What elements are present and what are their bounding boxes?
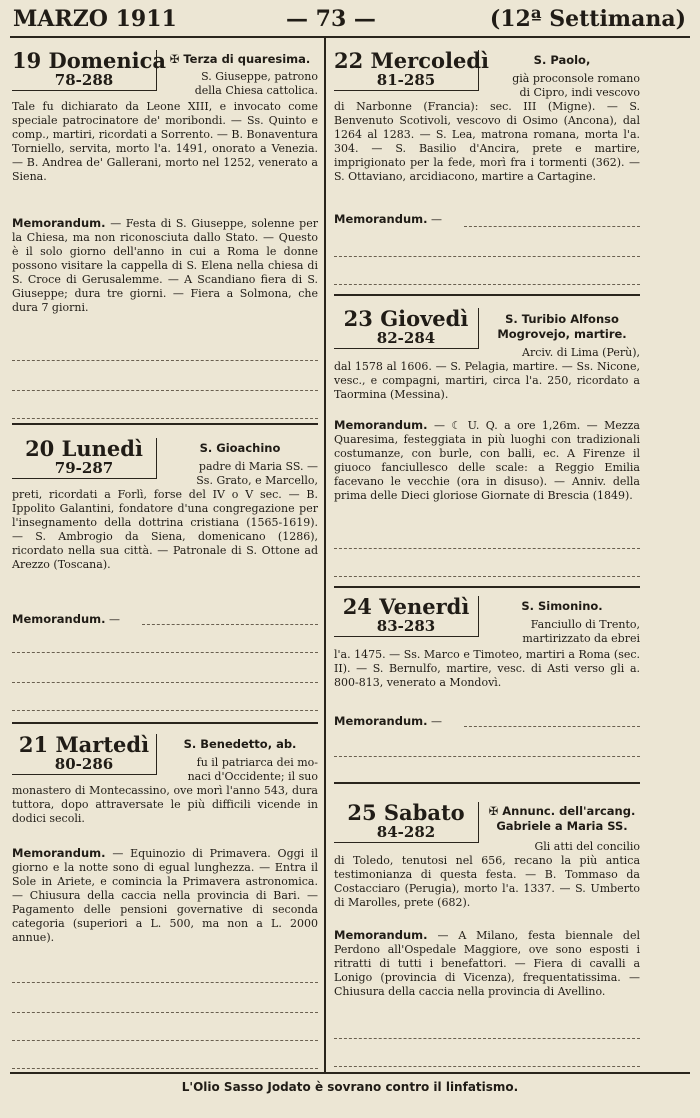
writing-line bbox=[12, 682, 318, 683]
week-label: (12ª Settimana) bbox=[489, 6, 686, 32]
intro-text bbox=[484, 840, 640, 854]
day-separator bbox=[12, 423, 318, 425]
day-numbers: 79-287 bbox=[54, 459, 114, 477]
memorandum-text: — bbox=[109, 613, 121, 626]
day-heading bbox=[12, 438, 157, 479]
writing-line bbox=[12, 1012, 318, 1013]
day-heading bbox=[334, 802, 479, 843]
writing-line bbox=[334, 284, 640, 285]
intro-text bbox=[484, 618, 640, 646]
day-name: 20 Lunedì bbox=[25, 436, 143, 461]
day-name: 23 Giovedì bbox=[343, 306, 469, 331]
saint-line: S. Gioachino bbox=[199, 441, 281, 455]
saint-heading bbox=[484, 53, 640, 68]
day-numbers: 83-283 bbox=[376, 617, 436, 635]
intro-text bbox=[162, 70, 318, 98]
intro-line: Fanciullo di Trento, bbox=[530, 618, 640, 631]
memorandum-text: — Festa di S. Giuseppe, solenne per la Chiesa, ma non riconosciuta dallo Stato. — Questo è il solo giorno dell'anno in cui a Roma le donne possono visitare la cappella di S. Elena nella chiesa di S. Croce di Gerusalemme. — A Scandiano fiera di S. Giuseppe; dura tre giorni. — Fiera a Solmona, che dura 7 giorni. bbox=[12, 217, 318, 314]
saint-heading bbox=[484, 312, 640, 342]
day-heading bbox=[334, 596, 479, 637]
intro-line: fu il patriarca dei mo- bbox=[196, 756, 318, 769]
memorandum-label: Memorandum. bbox=[12, 846, 106, 860]
right-column bbox=[334, 40, 640, 1070]
saint-line: Gabriele a Maria SS. bbox=[496, 819, 628, 833]
day-heading bbox=[334, 48, 489, 91]
writing-line bbox=[12, 390, 318, 391]
writing-line bbox=[12, 418, 318, 419]
day-numbers: 84-282 bbox=[376, 823, 436, 841]
intro-text bbox=[484, 72, 640, 100]
day-numbers: 80-286 bbox=[54, 755, 114, 773]
writing-line bbox=[334, 1038, 640, 1039]
writing-line bbox=[334, 756, 640, 757]
saint-line: ✠ Terza di quaresima. bbox=[169, 52, 311, 66]
day-numbers: 78-288 bbox=[54, 71, 114, 89]
day-text: Tale fu dichiarato da Leone XIII, e invocato come speciale patrocinatore de' moribondi. — Ss. Quinto e comp., martiri, ricordati a Sorrento. — B. Bonaventura Torniello, servita, morto l'a. 1491, onorato a Venezia. — B. Andrea de' Gallerani, morto nel 1252, venerato a Siena. bbox=[12, 100, 318, 183]
memorandum-label: Memorandum. bbox=[334, 714, 428, 728]
memorandum bbox=[334, 928, 640, 999]
day-name: 24 Venerdì bbox=[342, 594, 470, 619]
intro-text bbox=[484, 346, 640, 360]
memorandum-text: — bbox=[431, 715, 443, 728]
writing-line bbox=[334, 576, 640, 577]
saint-heading bbox=[162, 737, 318, 752]
writing-line bbox=[334, 256, 640, 257]
intro-line: della Chiesa cattolica. bbox=[194, 84, 318, 97]
footer-rule bbox=[10, 1072, 690, 1074]
memorandum-label: Memorandum. bbox=[334, 418, 428, 432]
writing-line bbox=[12, 652, 318, 653]
saint-heading bbox=[162, 52, 318, 67]
saint-line: S. Simonino. bbox=[521, 599, 603, 613]
day-name: 22 Mercoledì bbox=[334, 48, 489, 73]
day-heading bbox=[12, 734, 157, 775]
header-rule bbox=[10, 36, 690, 38]
day-text: di Narbonne (Francia): sec. III (Migne). — S. Benvenuto Scotivoli, vescovo di Osimo (Ancona), dal 1264 al 1283. — S. Lea, matrona romana, morta l'a. 304. — S. Basilio d'Ancira, prete e martire, imprigionato per la fede, morì fra i tormenti (362). — S. Ottaviano, arcidiacono, martire a Cartagine. bbox=[334, 100, 640, 183]
memorandum-label: Memorandum. bbox=[334, 928, 428, 942]
saint-heading bbox=[484, 599, 640, 614]
writing-line bbox=[334, 548, 640, 549]
day-name: 25 Sabato bbox=[347, 800, 465, 825]
day-separator bbox=[334, 586, 640, 588]
left-column bbox=[12, 40, 318, 1070]
memorandum-label: Memorandum. bbox=[12, 216, 106, 230]
day-text: di Toledo, tenutosi nel 656, recano la più antica testimonianza di questa festa. — B. Tommaso da Costacciaro (Perugia), morto l'a. 1337. — S. Umberto di Marolles, prete (682). bbox=[334, 854, 640, 909]
saint-heading bbox=[162, 441, 318, 456]
intro-line: Gli atti del concilio bbox=[534, 840, 640, 853]
memorandum bbox=[12, 216, 318, 315]
intro-line: naci d'Occidente; il suo bbox=[187, 770, 318, 783]
saint-heading bbox=[484, 804, 640, 834]
day-text: preti, ricordati a Forlì, forse del IV o V sec. — B. Ippolito Galantini, fondatore d'una congregazione per l'insegnamento della dottrina cristiana (1565-1619). — S. Ambrogio da Siena, domenicano (1286), ricordato nella sua città. — Patronale di S. Ottone ad Arezzo (Toscana). bbox=[12, 488, 318, 571]
writing-line bbox=[464, 726, 640, 727]
advertisement-footer: L'Olio Sasso Jodato è sovrano contro il linfatismo. bbox=[181, 1080, 519, 1094]
memorandum-label: Memorandum. bbox=[334, 212, 428, 226]
intro-line: padre di Maria SS. — bbox=[198, 460, 318, 473]
intro-line: S. Giuseppe, patrono bbox=[201, 70, 318, 83]
writing-line bbox=[12, 1040, 318, 1041]
day-separator bbox=[334, 294, 640, 296]
writing-line bbox=[142, 624, 318, 625]
intro-text bbox=[162, 460, 318, 488]
saint-line: Mogrovejo, martire. bbox=[497, 327, 627, 341]
intro-line: Ss. Grato, e Marcello, bbox=[196, 474, 318, 487]
memorandum-text: — Equinozio di Primavera. Oggi il giorno e la notte sono di egual lunghezza. — Entra il Sole in Ariete, e comincia la Primavera astronomica. — Chiusura della caccia nella provincia di Bari. — Pagamento delle pensioni governative di seconda categoria (superiori a L. 500, ma non a L. 2000 annue). bbox=[12, 847, 319, 944]
day-heading bbox=[12, 48, 166, 91]
intro-line: già proconsole romano bbox=[512, 72, 640, 85]
writing-line bbox=[334, 1066, 640, 1067]
day-heading bbox=[334, 308, 479, 349]
writing-line bbox=[12, 982, 318, 983]
intro-line: martirizzato da ebrei bbox=[522, 632, 640, 645]
memorandum-text: — ☾ U. Q. a ore 1,26m. — Mezza Quaresima, festeggiata in più luoghi con tradizionali costumanze, con burle, con balli, ec. A Firenze il giuoco fanciullesco delle scale: a Reggio Emilia facevano le vecchie (ora in disuso). — Anniv. della prima delle Dieci gloriose Giornate di Brescia (1849). bbox=[334, 419, 640, 502]
writing-line bbox=[12, 1068, 318, 1069]
day-name: 19 Domenica bbox=[12, 48, 166, 73]
day-name: 21 Martedì bbox=[18, 732, 150, 757]
saint-line: ✠ Annunc. dell'arcang. bbox=[488, 804, 636, 818]
memorandum bbox=[334, 418, 640, 503]
page-number: — 73 — bbox=[286, 6, 376, 32]
intro-text bbox=[162, 756, 318, 784]
saint-line: S. Benedetto, ab. bbox=[183, 737, 297, 751]
saint-line: S. Turibio Alfonso bbox=[505, 312, 619, 326]
day-numbers: 81-285 bbox=[376, 71, 436, 89]
month-year: MARZO 1911 bbox=[13, 6, 177, 32]
day-text: monastero di Montecassino, ove morì l'anno 543, dura tuttora, dopo attraversate le più difficili vicende in dodici secoli. bbox=[12, 784, 318, 825]
writing-line bbox=[464, 226, 640, 227]
memorandum bbox=[12, 846, 318, 945]
intro-line: di Cipro, indi vescovo bbox=[519, 86, 640, 99]
memorandum bbox=[334, 212, 640, 227]
day-separator bbox=[12, 722, 318, 724]
column-divider bbox=[324, 38, 326, 1072]
memorandum-text: — bbox=[431, 213, 443, 226]
saint-line: S. Paolo, bbox=[533, 53, 591, 67]
day-numbers: 82-284 bbox=[376, 329, 436, 347]
page-header bbox=[0, 0, 700, 36]
day-separator bbox=[334, 782, 640, 784]
writing-line bbox=[12, 710, 318, 711]
memorandum-label: Memorandum. bbox=[12, 612, 106, 626]
day-text: dal 1578 al 1606. — S. Pelagia, martire. — Ss. Nicone, vesc., e compagni, martiri, circa l'a. 250, ricordato a Taormina (Messina). bbox=[334, 360, 640, 401]
memorandum-text: — A Milano, festa biennale del Perdono all'Ospedale Maggiore, ove sono esposti i ritratti di tutti i benefattori. — Fiera di cavalli a Lonigo (provincia di Vicenza), frequentatissima. — Chiusura della caccia nella provincia di Avellino. bbox=[334, 929, 641, 998]
day-text: l'a. 1475. — Ss. Marco e Timoteo, martiri a Roma (sec. II). — S. Bernulfo, martire, vesc. di Asti verso gli a. 800-813, venerato a Mondovì. bbox=[334, 648, 640, 689]
intro-line: Arciv. di Lima (Perù), bbox=[522, 346, 640, 359]
writing-line bbox=[12, 360, 318, 361]
